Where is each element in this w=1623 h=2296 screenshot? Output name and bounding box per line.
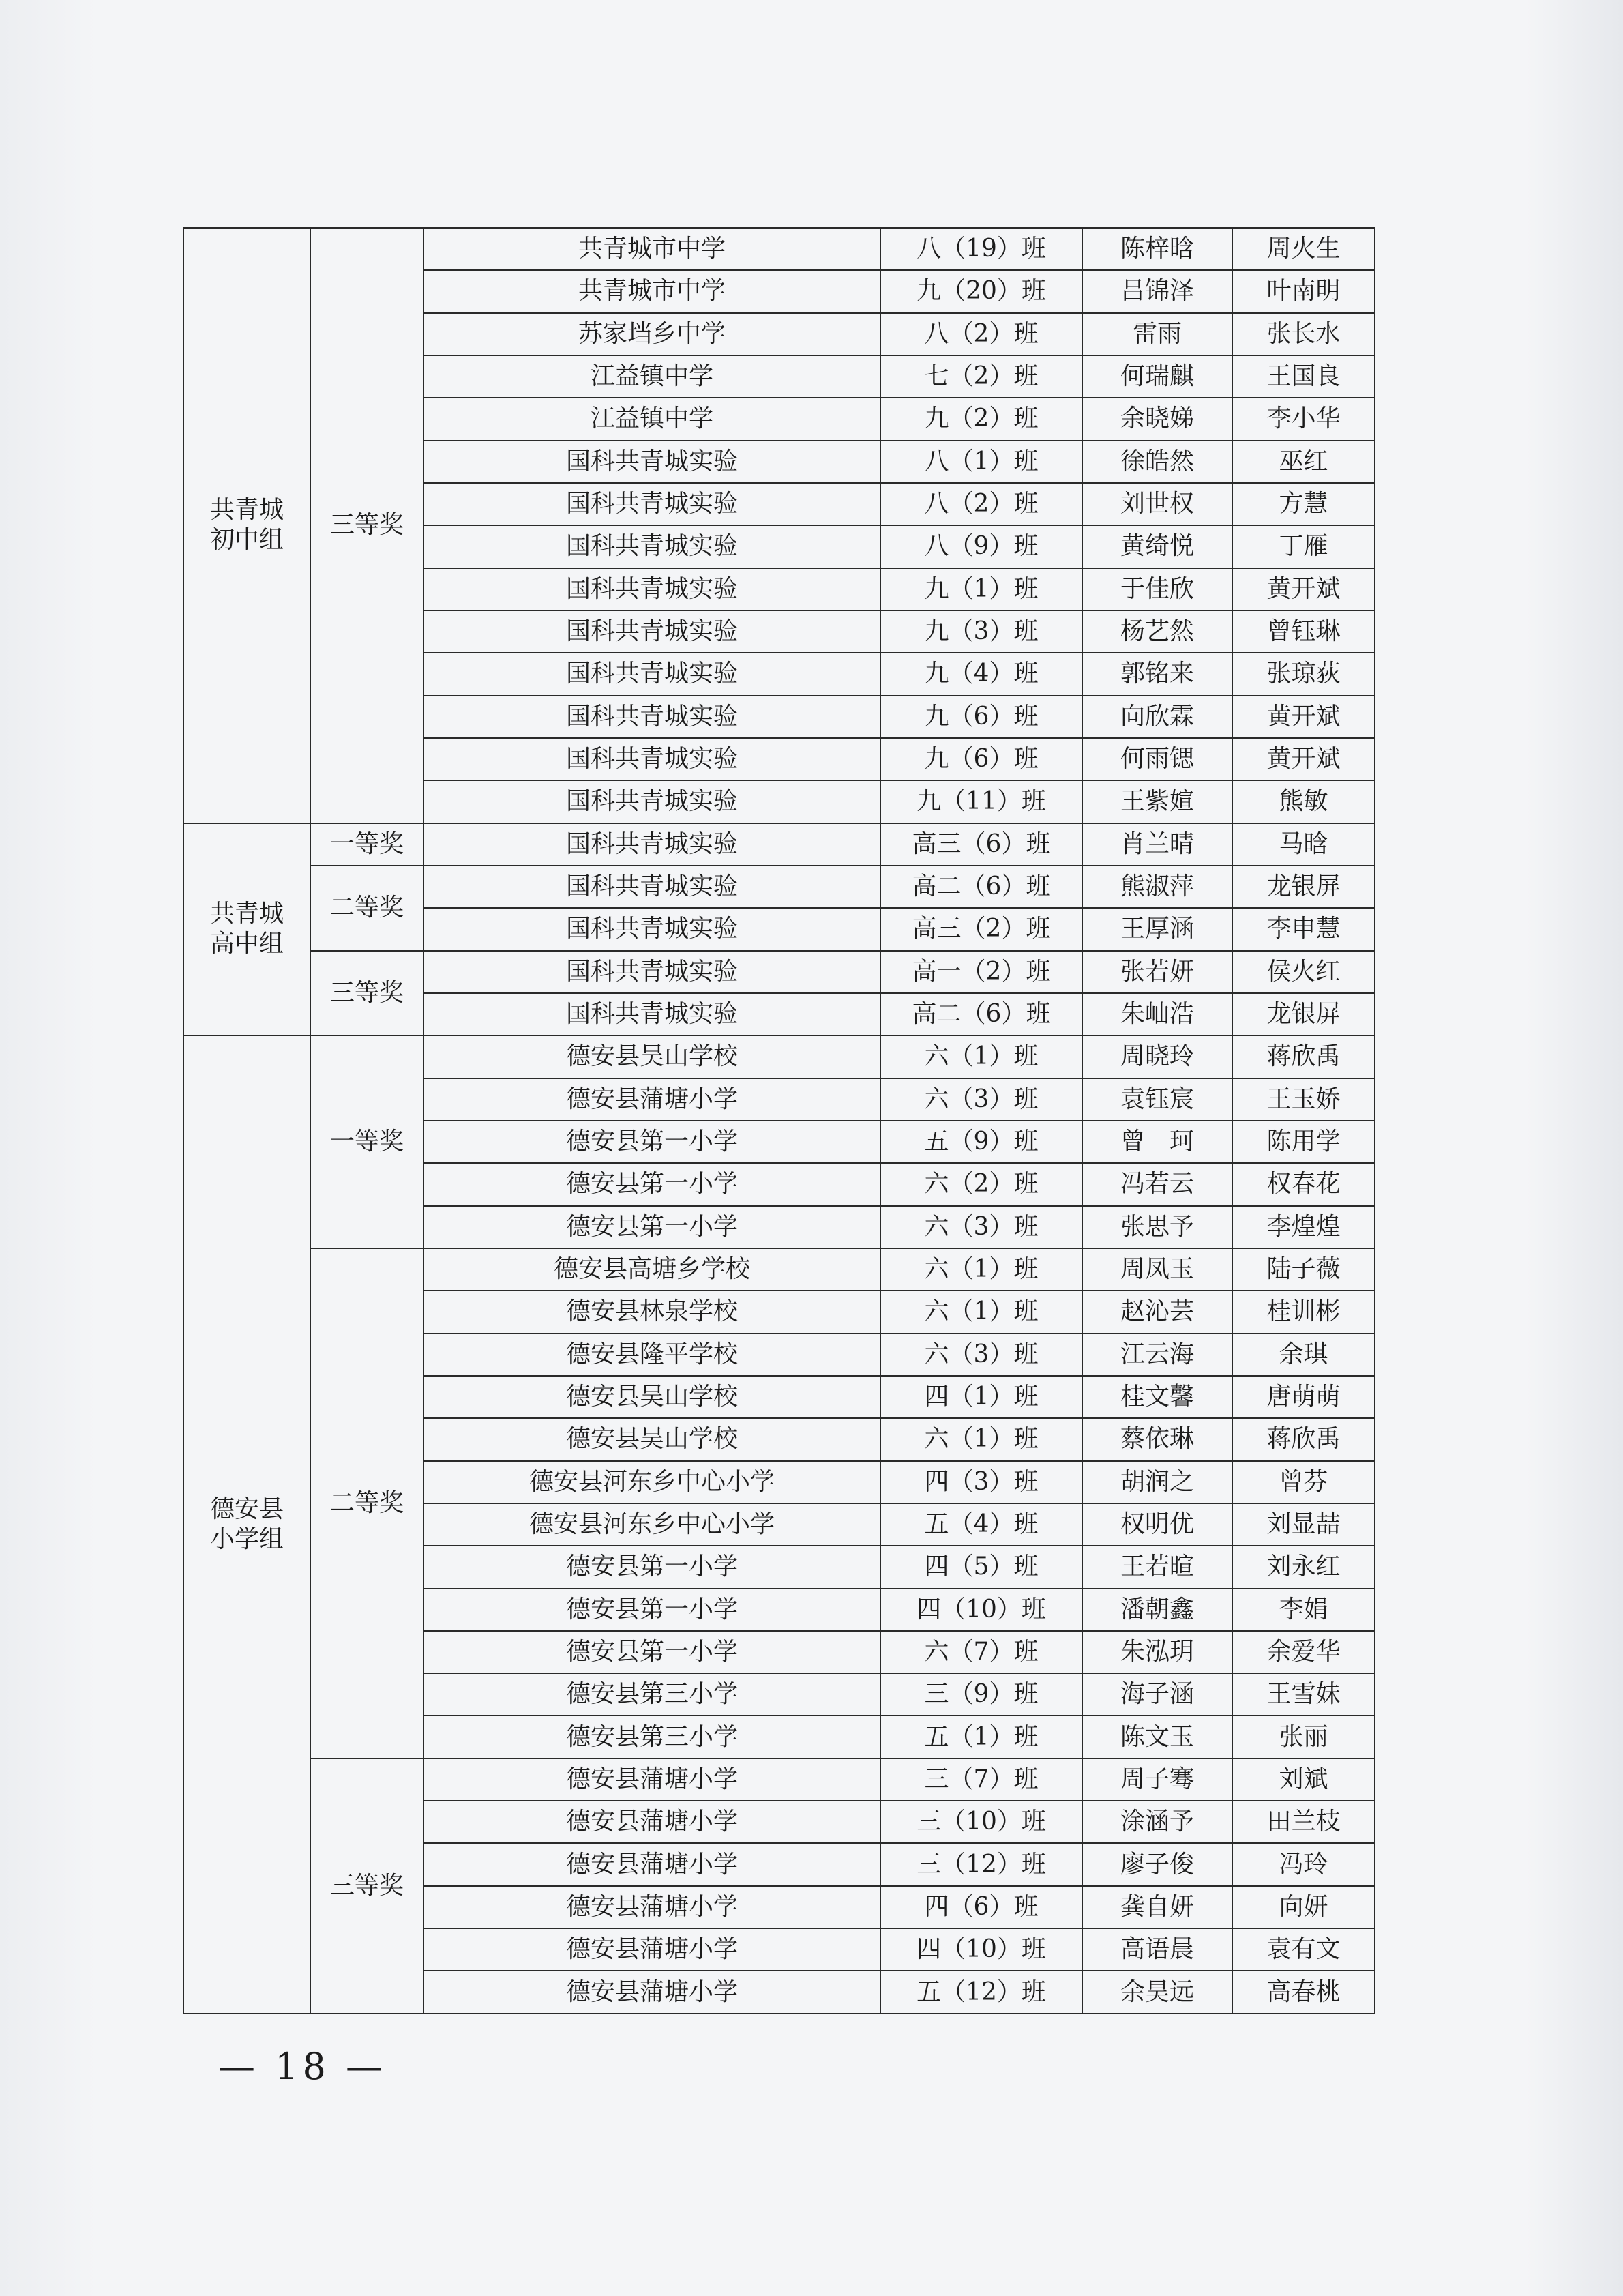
teacher-cell: 田兰枝 [1232, 1801, 1375, 1843]
teacher-cell: 巫红 [1232, 441, 1375, 483]
teacher-cell: 周火生 [1232, 228, 1375, 270]
class-cell: 五（4）班 [880, 1503, 1082, 1546]
student-cell: 陈梓晗 [1082, 228, 1232, 270]
class-cell: 八（9）班 [880, 525, 1082, 568]
school-cell: 德安县河东乡中心小学 [423, 1503, 880, 1546]
teacher-cell: 余爱华 [1232, 1631, 1375, 1673]
student-cell: 王若暄 [1082, 1546, 1232, 1588]
group-name-cell [183, 1035, 310, 2014]
school-cell: 德安县第一小学 [423, 1206, 880, 1248]
award-table-body [183, 228, 1375, 2014]
teacher-cell: 唐萌萌 [1232, 1376, 1375, 1418]
teacher-cell: 张丽 [1232, 1716, 1375, 1758]
school-cell: 国科共青城实验 [423, 823, 880, 866]
student-cell: 权明优 [1082, 1503, 1232, 1546]
table-row [183, 1035, 1375, 1078]
school-cell: 国科共青城实验 [423, 908, 880, 950]
teacher-cell: 张琼荻 [1232, 653, 1375, 695]
teacher-cell: 熊敏 [1232, 780, 1375, 823]
class-cell: 六（1）班 [880, 1418, 1082, 1460]
school-cell: 江益镇中学 [423, 355, 880, 398]
class-cell: 九（2）班 [880, 398, 1082, 440]
teacher-cell: 黄开斌 [1232, 568, 1375, 610]
school-cell: 国科共青城实验 [423, 866, 880, 908]
school-cell: 国科共青城实验 [423, 951, 880, 993]
class-cell: 高二（6）班 [880, 993, 1082, 1035]
class-cell: 高三（6）班 [880, 823, 1082, 866]
school-cell: 德安县蒲塘小学 [423, 1758, 880, 1801]
school-cell: 国科共青城实验 [423, 780, 880, 823]
table-row [183, 823, 1375, 866]
school-cell: 德安县蒲塘小学 [423, 1843, 880, 1885]
prize-level-cell: 三等奖 [310, 951, 423, 1036]
teacher-cell: 冯玲 [1232, 1843, 1375, 1885]
class-cell: 六（1）班 [880, 1291, 1082, 1333]
teacher-cell: 叶南明 [1232, 270, 1375, 312]
class-cell: 三（12）班 [880, 1843, 1082, 1885]
teacher-cell: 袁有文 [1232, 1928, 1375, 1971]
class-cell: 四（6）班 [880, 1886, 1082, 1928]
class-cell: 九（3）班 [880, 610, 1082, 653]
teacher-cell: 李煌煌 [1232, 1206, 1375, 1248]
teacher-cell: 龙银屏 [1232, 993, 1375, 1035]
school-cell: 国科共青城实验 [423, 738, 880, 780]
group-name-line: 小学组 [209, 1525, 284, 1554]
student-cell: 周凤玉 [1082, 1248, 1232, 1291]
student-cell: 胡润之 [1082, 1461, 1232, 1503]
school-cell: 德安县吴山学校 [423, 1376, 880, 1418]
class-cell: 九（4）班 [880, 653, 1082, 695]
page-number: — 18 — [218, 2045, 387, 2088]
student-cell: 江云海 [1082, 1334, 1232, 1376]
teacher-cell: 权春花 [1232, 1163, 1375, 1205]
group-name-line: 共青城 [209, 496, 284, 525]
student-cell: 于佳欣 [1082, 568, 1232, 610]
school-cell: 国科共青城实验 [423, 696, 880, 738]
school-cell: 国科共青城实验 [423, 993, 880, 1035]
student-cell: 朱泓玥 [1082, 1631, 1232, 1673]
teacher-cell: 黄开斌 [1232, 696, 1375, 738]
school-cell: 国科共青城实验 [423, 441, 880, 483]
school-cell: 德安县吴山学校 [423, 1418, 880, 1460]
teacher-cell: 陆子薇 [1232, 1248, 1375, 1291]
school-cell: 德安县第一小学 [423, 1631, 880, 1673]
student-cell: 赵沁芸 [1082, 1291, 1232, 1333]
school-cell: 共青城市中学 [423, 270, 880, 312]
student-cell: 吕锦泽 [1082, 270, 1232, 312]
group-name-cell [183, 823, 310, 1036]
student-cell: 海子涵 [1082, 1673, 1232, 1716]
school-cell: 德安县隆平学校 [423, 1334, 880, 1376]
class-cell: 八（2）班 [880, 483, 1082, 525]
teacher-cell: 桂训彬 [1232, 1291, 1375, 1333]
prize-level-cell: 三等奖 [310, 228, 423, 823]
school-cell: 德安县第三小学 [423, 1716, 880, 1758]
school-cell: 德安县吴山学校 [423, 1035, 880, 1078]
school-cell: 德安县第一小学 [423, 1589, 880, 1631]
student-cell: 陈文玉 [1082, 1716, 1232, 1758]
school-cell: 德安县蒲塘小学 [423, 1078, 880, 1121]
teacher-cell: 蒋欣禹 [1232, 1418, 1375, 1460]
table-row [183, 1248, 1375, 1291]
class-cell: 高三（2）班 [880, 908, 1082, 950]
class-cell: 六（2）班 [880, 1163, 1082, 1205]
class-cell: 六（3）班 [880, 1078, 1082, 1121]
teacher-cell: 刘永红 [1232, 1546, 1375, 1588]
class-cell: 四（10）班 [880, 1928, 1082, 1971]
student-cell: 冯若云 [1082, 1163, 1232, 1205]
class-cell: 八（19）班 [880, 228, 1082, 270]
student-cell: 向欣霖 [1082, 696, 1232, 738]
school-cell: 德安县河东乡中心小学 [423, 1461, 880, 1503]
student-cell: 高语晨 [1082, 1928, 1232, 1971]
teacher-cell: 方慧 [1232, 483, 1375, 525]
teacher-cell: 曾钰琳 [1232, 610, 1375, 653]
teacher-cell: 李娟 [1232, 1589, 1375, 1631]
teacher-cell: 丁雁 [1232, 525, 1375, 568]
class-cell: 四（1）班 [880, 1376, 1082, 1418]
class-cell: 高一（2）班 [880, 951, 1082, 993]
teacher-cell: 李申慧 [1232, 908, 1375, 950]
teacher-cell: 曾芬 [1232, 1461, 1375, 1503]
class-cell: 八（2）班 [880, 313, 1082, 355]
student-cell: 周晓玲 [1082, 1035, 1232, 1078]
prize-level-cell: 一等奖 [310, 823, 423, 866]
student-cell: 刘世权 [1082, 483, 1232, 525]
student-cell: 肖兰晴 [1082, 823, 1232, 866]
student-cell: 王紫媗 [1082, 780, 1232, 823]
class-cell: 九（6）班 [880, 738, 1082, 780]
teacher-cell: 马晗 [1232, 823, 1375, 866]
school-cell: 国科共青城实验 [423, 568, 880, 610]
student-cell: 雷雨 [1082, 313, 1232, 355]
school-cell: 德安县第一小学 [423, 1546, 880, 1588]
student-cell: 蔡依琳 [1082, 1418, 1232, 1460]
award-table [183, 227, 1375, 2014]
class-cell: 八（1）班 [880, 441, 1082, 483]
school-cell: 德安县林泉学校 [423, 1291, 880, 1333]
school-cell: 德安县高塘乡学校 [423, 1248, 880, 1291]
school-cell: 共青城市中学 [423, 228, 880, 270]
group-name-line: 高中组 [209, 930, 284, 958]
class-cell: 三（7）班 [880, 1758, 1082, 1801]
school-cell: 国科共青城实验 [423, 653, 880, 695]
class-cell: 五（12）班 [880, 1971, 1082, 2014]
table-row [183, 951, 1375, 993]
student-cell: 周子骞 [1082, 1758, 1232, 1801]
group-name-line: 德安县 [209, 1495, 284, 1524]
teacher-cell: 余琪 [1232, 1334, 1375, 1376]
class-cell: 九（1）班 [880, 568, 1082, 610]
teacher-cell: 刘显喆 [1232, 1503, 1375, 1546]
table-row [183, 228, 1375, 270]
school-cell: 德安县蒲塘小学 [423, 1971, 880, 2014]
teacher-cell: 李小华 [1232, 398, 1375, 440]
teacher-cell: 高春桃 [1232, 1971, 1375, 2014]
school-cell: 德安县第一小学 [423, 1121, 880, 1163]
class-cell: 四（3）班 [880, 1461, 1082, 1503]
class-cell: 三（10）班 [880, 1801, 1082, 1843]
class-cell: 三（9）班 [880, 1673, 1082, 1716]
student-cell: 郭铭来 [1082, 653, 1232, 695]
class-cell: 六（3）班 [880, 1334, 1082, 1376]
teacher-cell: 王雪妹 [1232, 1673, 1375, 1716]
student-cell: 何瑞麒 [1082, 355, 1232, 398]
student-cell: 桂文馨 [1082, 1376, 1232, 1418]
student-cell: 潘朝鑫 [1082, 1589, 1232, 1631]
student-cell: 龚自妍 [1082, 1886, 1232, 1928]
prize-level-cell: 二等奖 [310, 866, 423, 951]
teacher-cell: 向妍 [1232, 1886, 1375, 1928]
teacher-cell: 龙银屏 [1232, 866, 1375, 908]
student-cell: 熊淑萍 [1082, 866, 1232, 908]
student-cell: 曾 珂 [1082, 1121, 1232, 1163]
table-row [183, 1758, 1375, 1801]
student-cell: 杨艺然 [1082, 610, 1232, 653]
school-cell: 德安县蒲塘小学 [423, 1928, 880, 1971]
teacher-cell: 黄开斌 [1232, 738, 1375, 780]
school-cell: 德安县蒲塘小学 [423, 1801, 880, 1843]
group-name-cell [183, 228, 310, 823]
teacher-cell: 刘斌 [1232, 1758, 1375, 1801]
school-cell: 苏家垱乡中学 [423, 313, 880, 355]
class-cell: 五（1）班 [880, 1716, 1082, 1758]
teacher-cell: 侯火红 [1232, 951, 1375, 993]
class-cell: 四（5）班 [880, 1546, 1082, 1588]
student-cell: 张若妍 [1082, 951, 1232, 993]
school-cell: 国科共青城实验 [423, 610, 880, 653]
student-cell: 何雨锶 [1082, 738, 1232, 780]
student-cell: 余晓娣 [1082, 398, 1232, 440]
class-cell: 四（10）班 [880, 1589, 1082, 1631]
class-cell: 九（20）班 [880, 270, 1082, 312]
group-name-line: 初中组 [209, 526, 284, 555]
student-cell: 涂涵予 [1082, 1801, 1232, 1843]
class-cell: 五（9）班 [880, 1121, 1082, 1163]
school-cell: 德安县第三小学 [423, 1673, 880, 1716]
teacher-cell: 王玉娇 [1232, 1078, 1375, 1121]
class-cell: 高二（6）班 [880, 866, 1082, 908]
teacher-cell: 蒋欣禹 [1232, 1035, 1375, 1078]
student-cell: 张思予 [1082, 1206, 1232, 1248]
student-cell: 廖子俊 [1082, 1843, 1232, 1885]
teacher-cell: 张长水 [1232, 313, 1375, 355]
student-cell: 袁钰宸 [1082, 1078, 1232, 1121]
school-cell: 江益镇中学 [423, 398, 880, 440]
student-cell: 余昊远 [1082, 1971, 1232, 2014]
prize-level-cell: 三等奖 [310, 1758, 423, 2014]
teacher-cell: 王国良 [1232, 355, 1375, 398]
student-cell: 朱岫浩 [1082, 993, 1232, 1035]
table-row [183, 866, 1375, 908]
class-cell: 六（7）班 [880, 1631, 1082, 1673]
student-cell: 王厚涵 [1082, 908, 1232, 950]
class-cell: 九（11）班 [880, 780, 1082, 823]
teacher-cell: 陈用学 [1232, 1121, 1375, 1163]
group-name-line: 共青城 [209, 900, 284, 928]
class-cell: 六（1）班 [880, 1248, 1082, 1291]
school-cell: 德安县第一小学 [423, 1163, 880, 1205]
student-cell: 徐皓然 [1082, 441, 1232, 483]
school-cell: 国科共青城实验 [423, 525, 880, 568]
class-cell: 六（3）班 [880, 1206, 1082, 1248]
class-cell: 六（1）班 [880, 1035, 1082, 1078]
class-cell: 九（6）班 [880, 696, 1082, 738]
class-cell: 七（2）班 [880, 355, 1082, 398]
prize-level-cell: 二等奖 [310, 1248, 423, 1758]
prize-level-cell: 一等奖 [310, 1035, 423, 1248]
school-cell: 德安县蒲塘小学 [423, 1886, 880, 1928]
school-cell: 国科共青城实验 [423, 483, 880, 525]
student-cell: 黄绮悦 [1082, 525, 1232, 568]
